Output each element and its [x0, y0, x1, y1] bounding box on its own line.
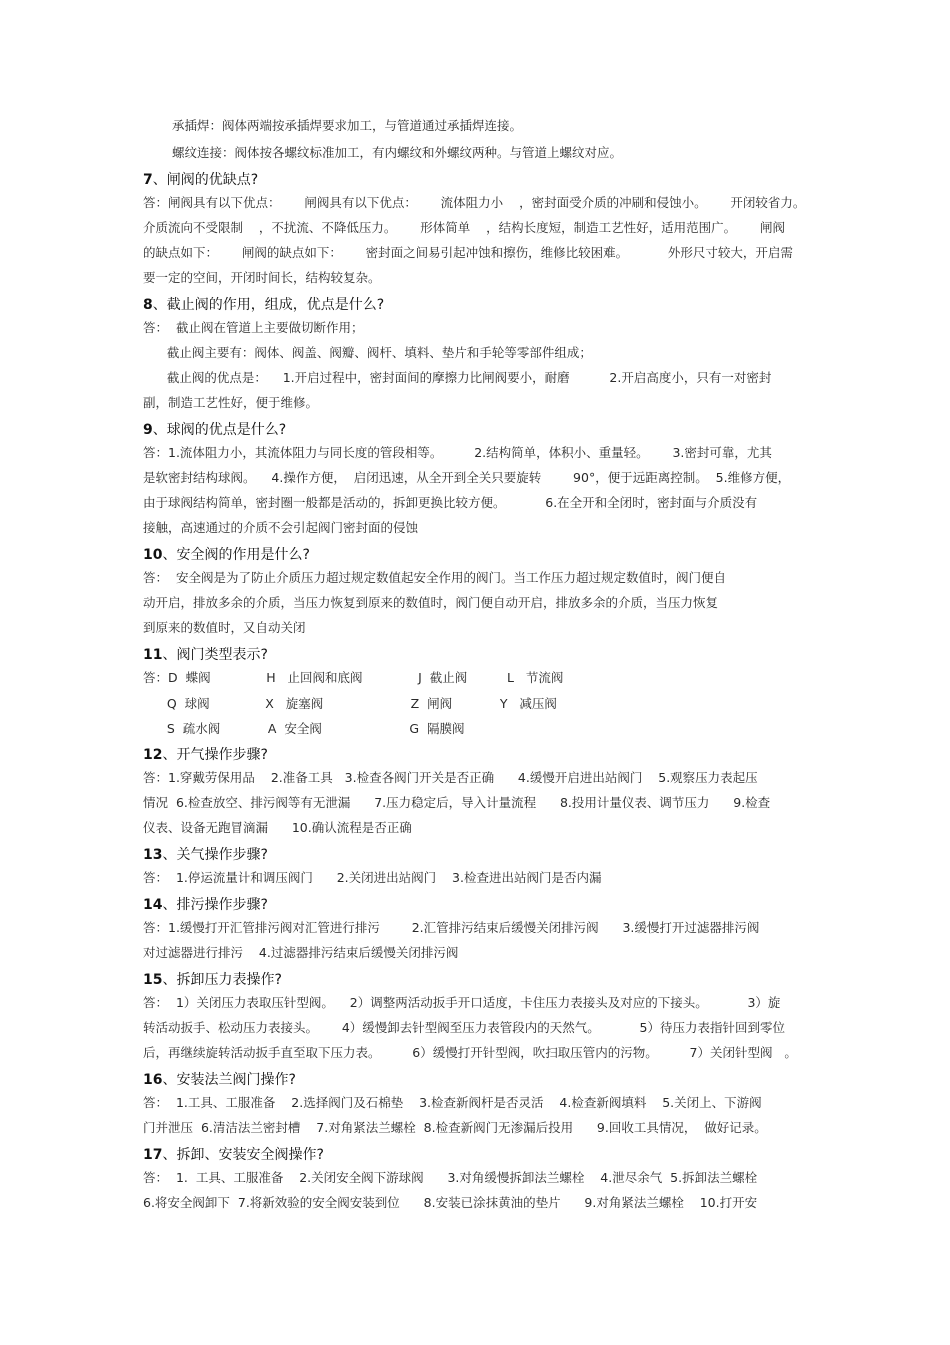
- answer-line: 对过滤器进行排污 4.过滤器排污结束后缓慢关闭排污阀: [143, 945, 459, 960]
- question-heading: [143, 1146, 324, 1164]
- question-number: 14: [143, 897, 163, 913]
- answer-line: 接触，高速通过的介质不会引起阀门密封面的侵蚀: [143, 520, 419, 535]
- question-title: 、球阀的优点是什么?: [152, 422, 287, 438]
- question-heading: [143, 421, 286, 439]
- question-number: 16: [143, 1072, 163, 1088]
- question-number: 15: [143, 972, 163, 988]
- question-title: 、开气操作步骤?: [162, 747, 268, 763]
- answer-line: S 疏水阀 A 安全阀 G 隔膜阀: [143, 721, 465, 736]
- answer-line: 答： 截止阀在管道上主要做切断作用；: [143, 320, 364, 335]
- question-number: 10: [143, 547, 163, 563]
- answer-line: 情况 6.检查放空、排污阀等有无泄漏 7.压力稳定后，导入计量流程 8.投用计量仪表、调节压力 9.检查: [143, 795, 771, 810]
- answer-line: 答：闸阀具有以下优点： 闸阀具有以下优点： 流体阻力小 ，密封面受介质的冲刷和侵蚀小。 开闭较省力。: [143, 195, 806, 210]
- question-number: 11: [143, 647, 163, 663]
- answer-line: 答： 安全阀是为了防止介质压力超过规定数值起安全作用的阀门。当工作压力超过规定数值时，阀门便自: [143, 570, 726, 585]
- question-title: 、拆卸、安装安全阀操作?: [162, 1147, 324, 1163]
- answer-line: 转活动扳手、松动压力表接头。 4）缓慢卸去针型阀至压力表管段内的天然气。 5）待压力表指针回到零位: [143, 1020, 785, 1035]
- intro-line: 承插焊：阀体两端按承插焊要求加工，与管道通过承插焊连接。: [172, 118, 523, 133]
- answer-line: 后，再继续旋转活动扳手直至取下压力表。 6）缓慢打开针型阀，吹扫取压管内的污物。 7）关闭针型阀 。: [143, 1045, 797, 1060]
- answer-line: 6.将安全阀卸下 7.将新效验的安全阀安装到位 8.安装已涂抹黄油的垫片 9.对角紧法兰螺栓 10.打开安: [143, 1195, 758, 1210]
- answer-line: 答： 1. 工具、工服准备 2.关闭安全阀下游球阀 3.对角缓慢拆卸法兰螺栓 4.泄尽余气 5.拆卸法兰螺栓: [143, 1170, 758, 1185]
- question-heading: [143, 971, 282, 989]
- question-heading: [143, 171, 258, 189]
- question-number: 17: [143, 1147, 163, 1163]
- answer-line: 到原来的数值时，又自动关闭: [143, 620, 306, 635]
- answer-line: 答：D 蝶阀 H 止回阀和底阀 J 截止阀 L 节流阀: [143, 670, 564, 685]
- question-heading: [143, 846, 268, 864]
- question-number: 9: [143, 422, 153, 438]
- question-title: 、截止阀的作用，组成，优点是什么?: [152, 297, 385, 313]
- question-number: 7: [143, 172, 153, 188]
- question-heading: [143, 546, 310, 564]
- question-heading: [143, 646, 268, 664]
- question-title: 、排污操作步骤?: [162, 897, 268, 913]
- answer-line: 是软密封结构球阀。 4.操作方便， 启闭迅速，从全开到全关只要旋转 90°，便于远距离控制。 5.维修方便，: [143, 470, 791, 485]
- question-heading: [143, 296, 384, 314]
- answer-line: 介质流向不受限制 ，不扰流、不降低压力。 形体简单 ，结构长度短，制造工艺性好，适用范围广。 闸阀: [143, 220, 785, 235]
- intro-line: 螺纹连接：阀体按各螺纹标准加工，有内螺纹和外螺纹两种。与管道上螺纹对应。: [172, 145, 623, 160]
- answer-line: 截止阀主要有：阀体、阀盖、阀瓣、阀杆、填料、垫片和手轮等零部件组成；: [143, 345, 592, 360]
- question-heading: [143, 746, 268, 764]
- question-title: 、安装法兰阀门操作?: [162, 1072, 296, 1088]
- question-title: 、闸阀的优缺点?: [152, 172, 259, 188]
- question-title: 、安全阀的作用是什么?: [162, 547, 310, 563]
- answer-line: 门并泄压 6.清洁法兰密封槽 7.对角紧法兰螺栓 8.检查新阀门无渗漏后投用 9.回收工具情况， 做好记录。: [143, 1120, 767, 1135]
- answer-line: 要一定的空间，开闭时间长，结构较复杂。: [143, 270, 381, 285]
- answer-line: 截止阀的优点是： 1.开启过程中，密封面间的摩擦力比闸阀要小，耐磨 2.开启高度小，只有一对密封: [143, 370, 772, 385]
- answer-line: 动开启，排放多余的介质，当压力恢复到原来的数值时，阀门便自动开启，排放多余的介质，当压力恢复: [143, 595, 719, 610]
- answer-line: 的缺点如下： 闸阀的缺点如下： 密封面之间易引起冲蚀和擦伤，维修比较困难。 外形尺寸较大，开启需: [143, 245, 793, 260]
- question-heading: [143, 1071, 296, 1089]
- answer-line: 答： 1.停运流量计和调压阀门 2.关闭进出站阀门 3.检查进出站阀门是否内漏: [143, 870, 602, 885]
- answer-line: 答：1.流体阻力小，其流体阻力与同长度的管段相等。 2.结构简单，体积小、重量轻。 3.密封可靠，尤其: [143, 445, 772, 460]
- question-title: 、拆卸压力表操作?: [162, 972, 282, 988]
- question-number: 12: [143, 747, 163, 763]
- answer-line: 答：1.穿戴劳保用品 2.准备工具 3.检查各阀门开关是否正确 4.缓慢开启进出站阀门 5.观察压力表起压: [143, 770, 758, 785]
- answer-line: 答：1.缓慢打开汇管排污阀对汇管进行排污 2.汇管排污结束后缓慢关闭排污阀 3.缓慢打开过滤器排污阀: [143, 920, 760, 935]
- answer-line: 由于球阀结构简单，密封圈一般都是活动的，拆卸更换比较方便。 6.在全开和全闭时，密封面与介质没有: [143, 495, 758, 510]
- answer-line: 副，制造工艺性好，便于维修。: [143, 395, 319, 410]
- question-title: 、关气操作步骤?: [162, 847, 268, 863]
- question-number: 8: [143, 297, 153, 313]
- question-title: 、阀门类型表示?: [162, 647, 268, 663]
- answer-line: 仪表、设备无跑冒滴漏 10.确认流程是否正确: [143, 820, 412, 835]
- answer-line: Q 球阀 X 旋塞阀 Z 闸阀 Y 减压阀: [143, 696, 557, 711]
- question-heading: [143, 896, 268, 914]
- answer-line: 答： 1.工具、工服准备 2.选择阀门及石棉垫 3.检查新阀杆是否灵活 4.检查新阀填料 5.关闭上、下游阀: [143, 1095, 762, 1110]
- answer-line: 答： 1）关闭压力表取压针型阀。 2）调整两活动扳手开口适度，卡住压力表接头及对应的下接头。 3）旋: [143, 995, 781, 1010]
- question-number: 13: [143, 847, 163, 863]
